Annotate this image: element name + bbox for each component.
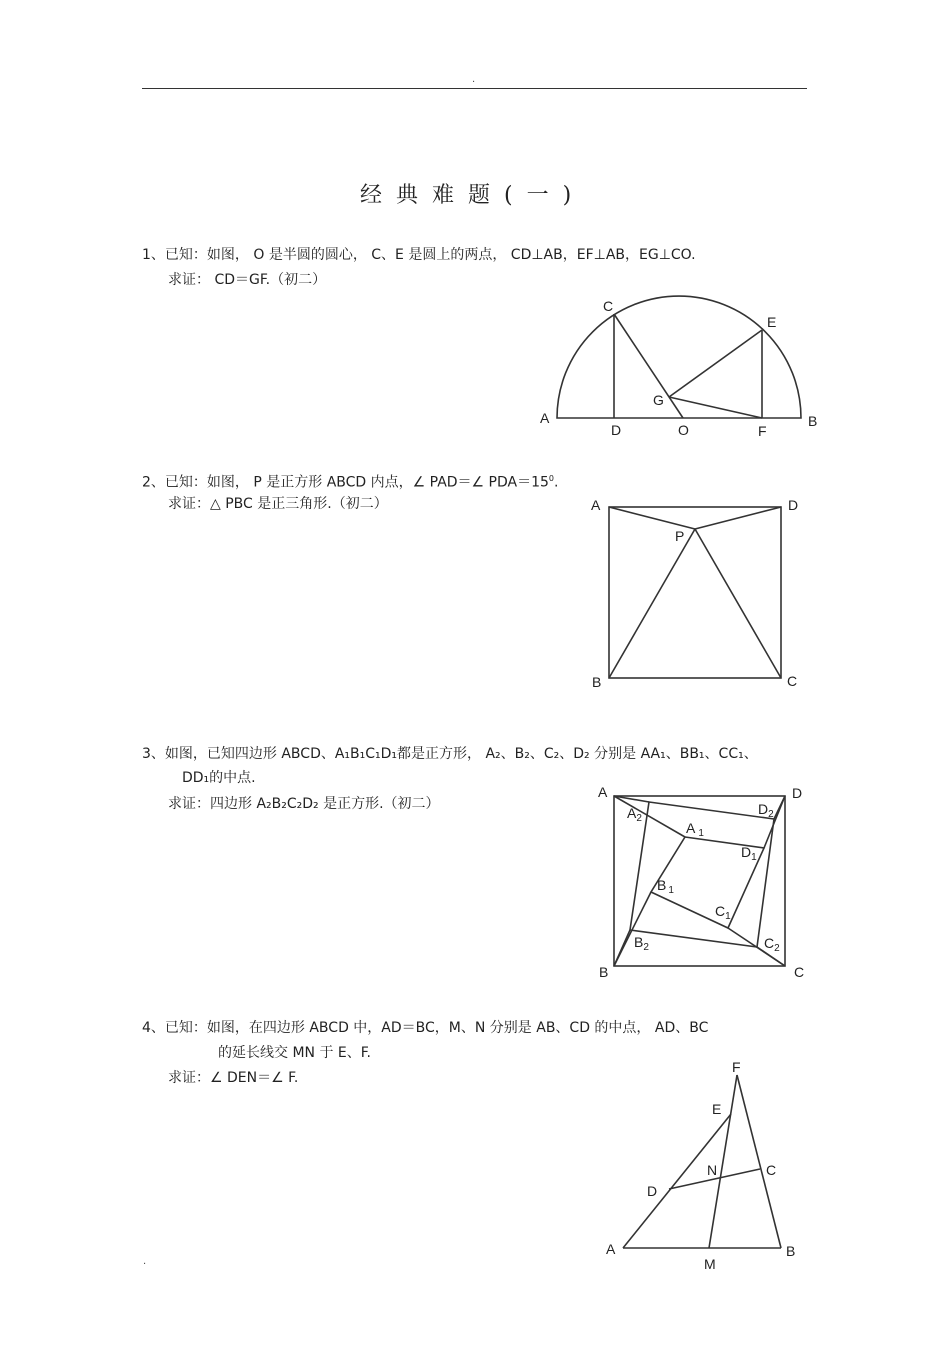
- label-c1: [715, 903, 731, 922]
- label-a2-sub: 2: [636, 813, 642, 824]
- label-b1-letter: B: [657, 877, 667, 893]
- label-a: A: [598, 784, 608, 800]
- label-a1-sub: 1: [698, 828, 704, 839]
- label-d2-sub: 2: [768, 809, 774, 820]
- label-b1-sub: 1: [668, 885, 674, 896]
- problem-3-statement: 3、如图，已知四边形 ABCD、A₁B₁C₁D₁都是正方形， A₂、B₂、C₂、D₂ 分别是 AA₁、BB₁、CC₁、: [142, 746, 758, 762]
- label-d: D: [792, 785, 803, 801]
- header-rule: [142, 88, 807, 89]
- line-ade: [623, 1114, 731, 1248]
- label-c2-letter: C: [764, 935, 775, 951]
- label-d: D: [647, 1183, 658, 1199]
- page-title: 经典难题(一): [360, 183, 586, 208]
- label-c: C: [787, 673, 798, 689]
- label-a: A: [606, 1241, 616, 1257]
- label-d1-letter: D: [741, 844, 752, 860]
- problem-2-period: .: [554, 474, 559, 491]
- label-e: E: [712, 1101, 722, 1117]
- problem-4-statement: 4、已知：如图，在四边形 ABCD 中，AD＝BC，M、N 分别是 AB、CD 的中点， AD、BC: [142, 1020, 709, 1036]
- label-e: E: [767, 314, 777, 330]
- segment-co: [614, 314, 683, 418]
- label-g: G: [653, 392, 664, 408]
- problem-1-prove: 求证： CD＝GF.（初二）: [168, 272, 327, 288]
- segment-pb: [609, 529, 695, 678]
- label-a2-letter: A: [627, 805, 637, 821]
- label-o: O: [678, 422, 689, 438]
- label-c2: [764, 935, 780, 954]
- label-c: C: [794, 964, 805, 980]
- label-a: A: [540, 410, 550, 426]
- label-a2: [627, 805, 642, 824]
- problem-4-figure: [590, 1050, 820, 1280]
- segment-b-b2: [614, 930, 630, 966]
- label-b: B: [599, 964, 609, 980]
- footer-dot: .: [143, 1256, 147, 1267]
- label-d: D: [611, 422, 622, 438]
- problem-3-prove: 求证：四边形 A₂B₂C₂D₂ 是正方形.（初二）: [168, 796, 440, 812]
- label-m: M: [704, 1256, 716, 1272]
- label-f: F: [732, 1059, 741, 1075]
- label-f: F: [758, 423, 767, 439]
- label-c2-sub: 2: [774, 943, 780, 954]
- segment-eg: [669, 330, 762, 397]
- label-d: D: [788, 497, 799, 513]
- problem-2-statement: [142, 469, 558, 493]
- label-b: B: [808, 413, 818, 429]
- label-c: C: [766, 1162, 777, 1178]
- segment-pd: [695, 507, 781, 529]
- label-b: B: [786, 1243, 796, 1259]
- segment-d-d2: [774, 796, 785, 819]
- problem-1-figure: [530, 290, 830, 450]
- problem-3-figure: [590, 780, 820, 990]
- label-c1-letter: C: [715, 903, 726, 919]
- problem-1-statement: 1、已知：如图， O 是半圆的圆心， C、E 是圆上的两点， CD⊥AB，EF⊥AB，EG⊥CO.: [142, 247, 696, 263]
- square-abcd: [609, 507, 781, 678]
- label-n: N: [707, 1162, 718, 1178]
- problem-2-prove: 求证：△ PBC 是正三角形.（初二）: [168, 496, 388, 512]
- label-c1-sub: 1: [725, 911, 731, 922]
- label-d1-sub: 1: [751, 852, 757, 863]
- degree-mark: 0: [548, 474, 555, 483]
- label-a1: [686, 820, 704, 839]
- label-a: A: [591, 497, 601, 513]
- problem-4-statement-cont: 的延长线交 MN 于 E、F.: [218, 1045, 372, 1061]
- segment-pa: [609, 507, 695, 529]
- label-c: C: [603, 298, 614, 314]
- label-b2: [634, 934, 649, 953]
- label-a1-letter: A: [686, 820, 696, 836]
- label-b: B: [592, 674, 602, 690]
- segment-pc: [695, 529, 781, 678]
- problem-3-statement-cont: DD₁的中点.: [182, 770, 256, 786]
- label-p: P: [675, 528, 685, 544]
- header-dot: .: [472, 74, 476, 85]
- problem-4-prove: 求证：∠ DEN＝∠ F.: [168, 1070, 299, 1086]
- segment-gf: [669, 397, 762, 418]
- label-b1: [657, 877, 674, 896]
- problem-2-figure: [580, 490, 810, 700]
- label-b2-letter: B: [634, 934, 644, 950]
- label-b2-sub: 2: [643, 942, 649, 953]
- label-d2-letter: D: [758, 801, 769, 817]
- problem-2-statement-text: 2、已知：如图， P 是正方形 ABCD 内点，∠ PAD＝∠ PDA＝15: [142, 474, 549, 491]
